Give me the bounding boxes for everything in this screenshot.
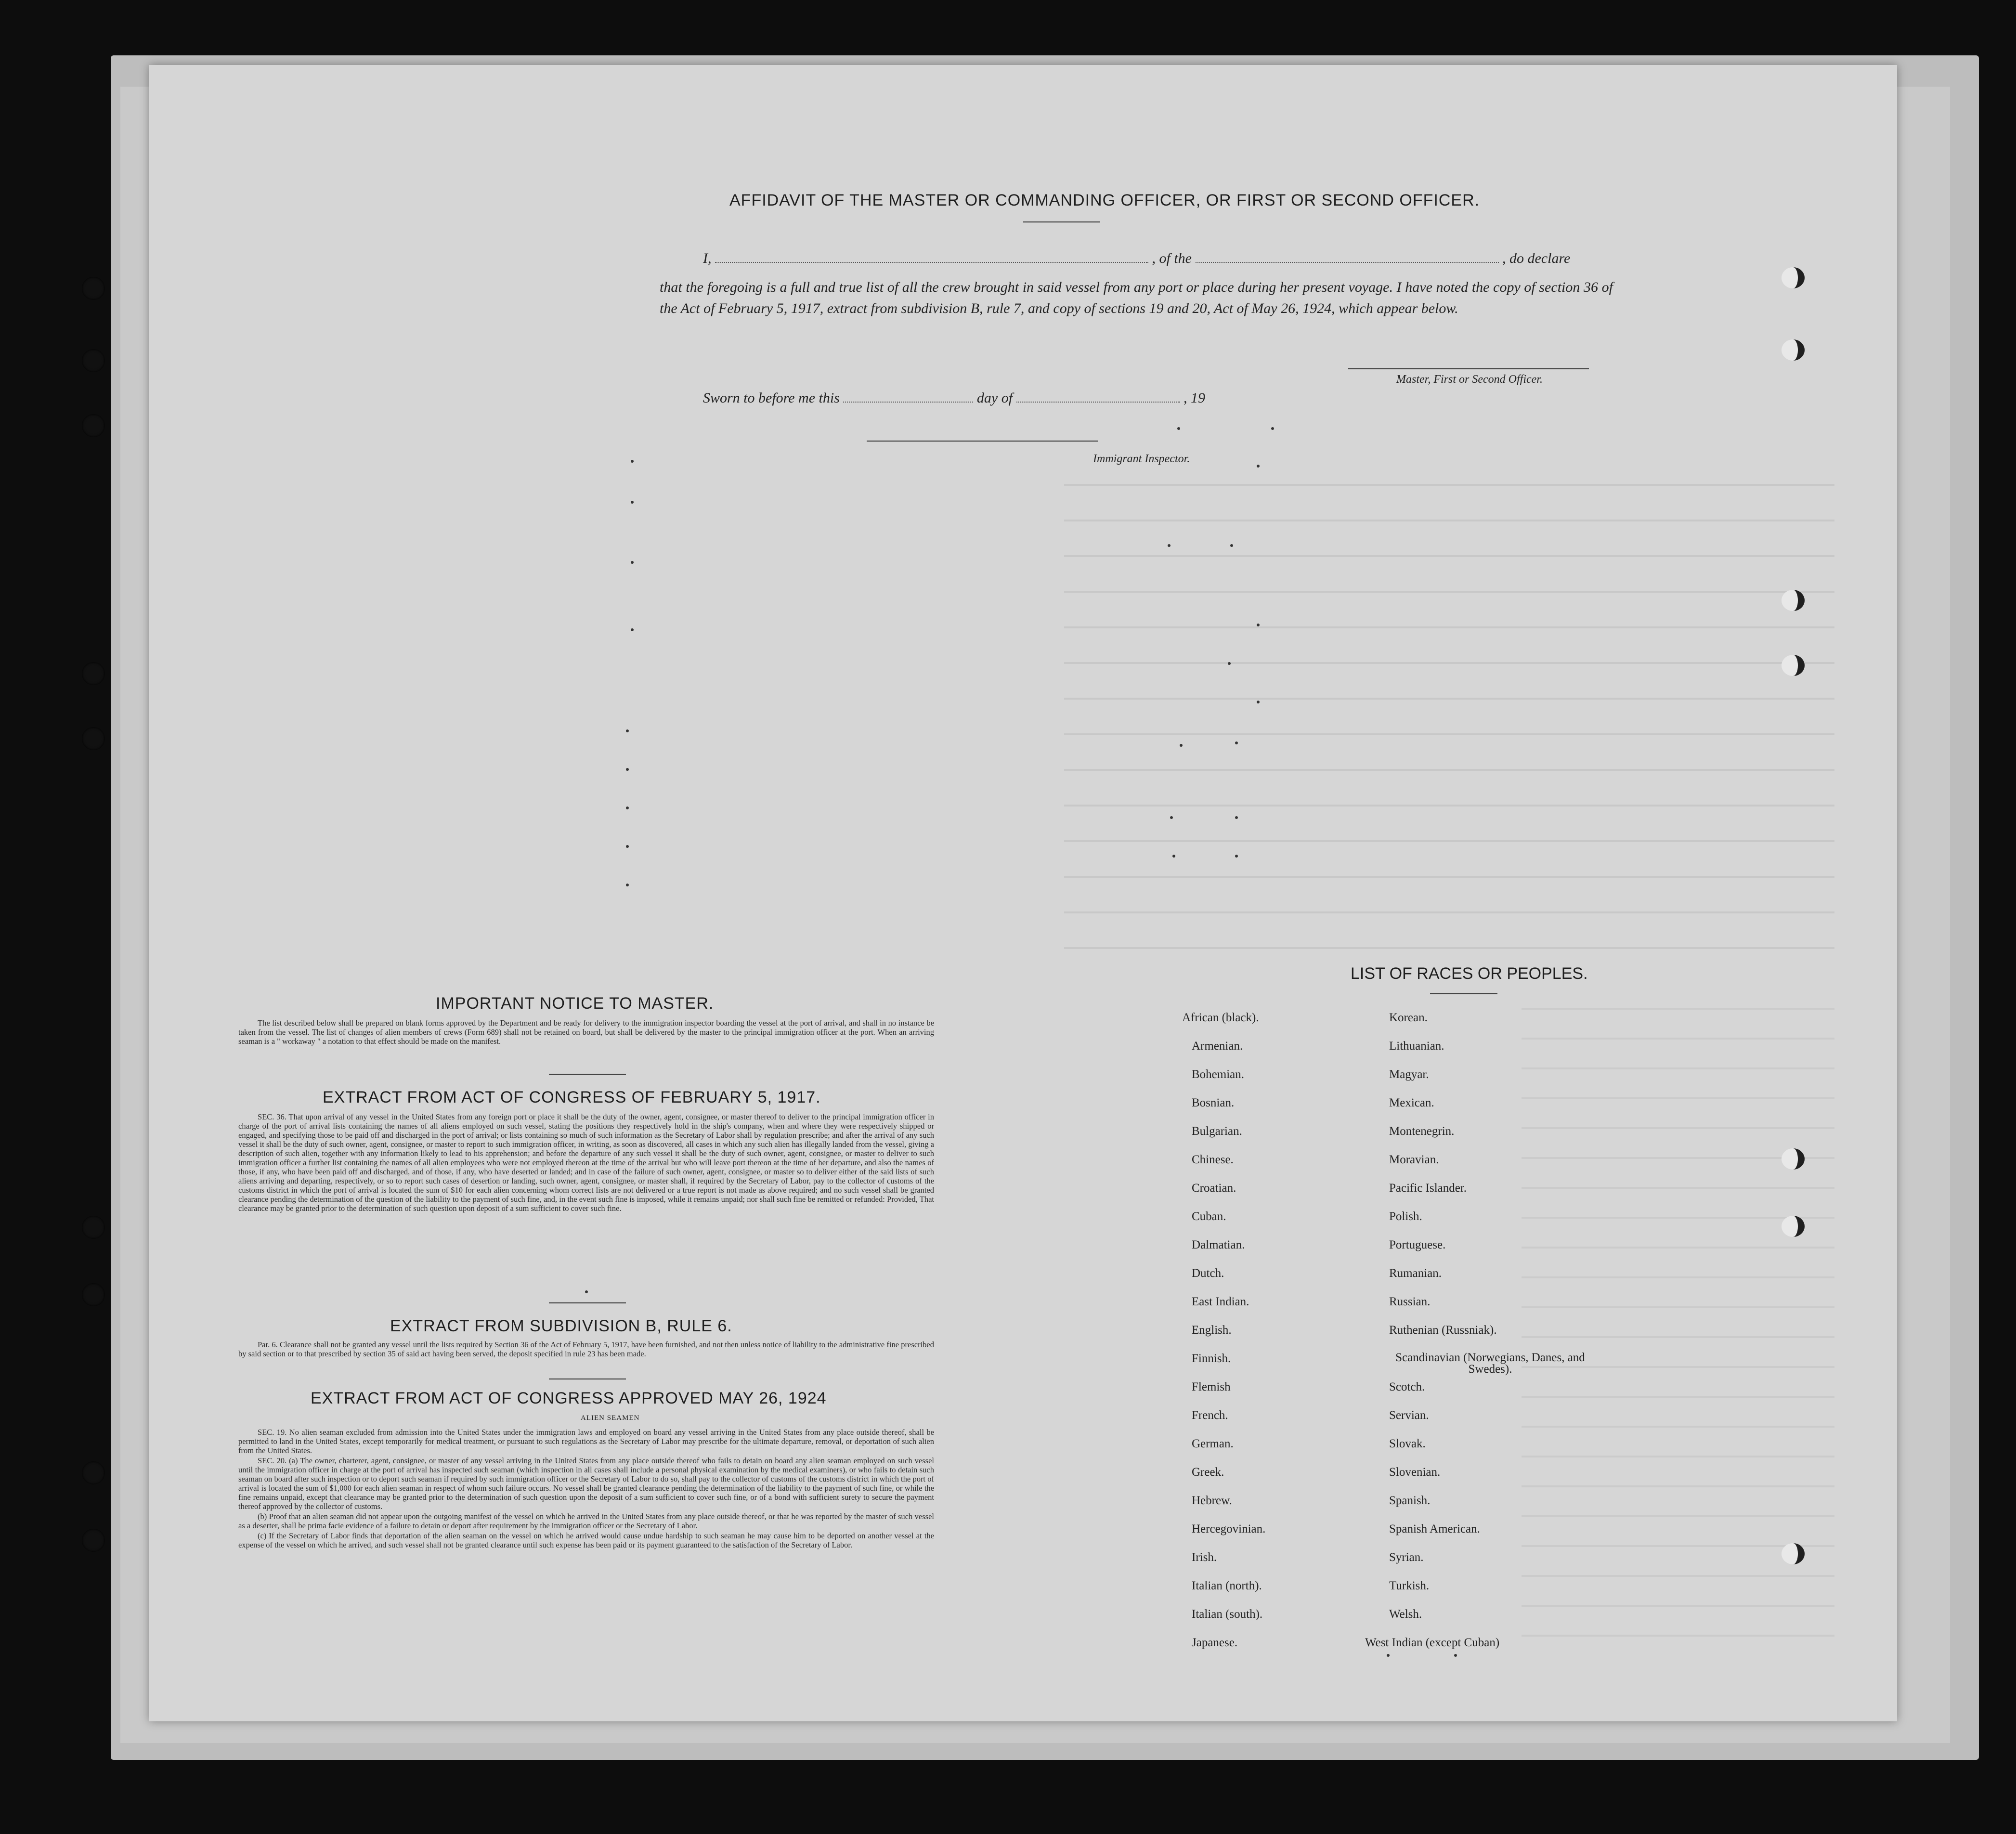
race-item: Slovak. — [1389, 1437, 1426, 1450]
notice-paragraph: The list described below shall be prepared on blank forms approved by the Department and be ready for delivery to the immigration inspector boarding the vessel at the port of arrival, and shall in no instance be taken from the vessel. The list of changes of alien members of crews (Form 689) shall not be retained on board, but shall be delivered by the master to the principal immigration officer at the port. When an arriving seaman is a " workaway " a notation to that effect should be made on the manifest. — [238, 1018, 934, 1046]
act-1924-title: EXTRACT FROM ACT OF CONGRESS APPROVED MAY 26, 1924 — [311, 1389, 827, 1407]
notice-title: IMPORTANT NOTICE TO MASTER. — [436, 994, 714, 1013]
race-item: Armenian. — [1192, 1040, 1243, 1053]
race-item: English. — [1192, 1324, 1232, 1337]
binder-hole — [1782, 655, 1805, 676]
speck — [1387, 1654, 1390, 1657]
binder-hole — [82, 662, 105, 685]
speck — [626, 729, 629, 732]
binder-hole — [1782, 339, 1805, 361]
affidavit-title: AFFIDAVIT OF THE MASTER OR COMMANDING OFFICER, OR FIRST OR SECOND OFFICER. — [729, 191, 1480, 209]
race-item: Spanish American. — [1389, 1522, 1480, 1535]
show-through-area — [1064, 450, 1834, 956]
vessel-blank — [1196, 262, 1499, 263]
speck — [1172, 855, 1175, 858]
of-the-label: , of the — [1152, 250, 1192, 266]
year-label: , 19 — [1184, 390, 1206, 406]
race-item: Pacific Islander. — [1389, 1182, 1467, 1195]
speck — [1235, 855, 1238, 858]
signature-line — [1348, 368, 1589, 369]
section-20a: SEC. 20. (a) The owner, charterer, agent, consignee, or master of any vessel arriving in the United States from any place outside thereof who fails to detain on board any alien seaman employed on such vessel until the immigration officer in charge at the port of arrival has inspected such seaman (which inspection in all cases shall include a personal physical examination by the medical examiners), or who fails to detain such seaman on board after such inspection or to deport such seaman if required by such immigration officer or the Secretary of Labor to do so, shall pay to the collector of customs of the customs district in which the port of arrival is located the sum of $1,000 for each alien seaman in respect of whom such failure occurs. No vessel shall be granted clearance pending the determination of the liability to the payment of such fine, or while the fine remains unpaid, except that clearance may be granted prior to the determination of such question upon the deposit of a sum sufficient to cover such fine, or of a bond with sufficient surety to secure the payment thereof approved by the collector of customs. — [238, 1456, 934, 1511]
rule-6-title: EXTRACT FROM SUBDIVISION B, RULE 6. — [390, 1317, 732, 1335]
race-item: East Indian. — [1192, 1295, 1249, 1308]
section-20b: (b) Proof that an alien seaman did not appear upon the outgoing manifest of the vessel on which he arrived in the United States from any place outside thereof, or that he was reported by the master of such vessel as a deserter, shall be prima facie evidence of a failure to detain or deport after requirement by the immigration officer or the Secretary of Labor. — [238, 1512, 934, 1530]
affidavit-line — [703, 250, 1570, 267]
race-item: Bulgarian. — [1192, 1125, 1242, 1138]
divider — [549, 1074, 626, 1075]
divider — [1430, 993, 1497, 994]
races-title: LIST OF RACES OR PEOPLES. — [1351, 964, 1588, 983]
speck — [1168, 544, 1171, 547]
month-blank — [1016, 402, 1180, 403]
speck — [631, 628, 634, 631]
race-item: West Indian (except Cuban) — [1365, 1636, 1500, 1649]
notice-body — [238, 1018, 934, 1047]
speck — [1235, 816, 1238, 819]
speck — [626, 806, 629, 809]
speck — [1177, 427, 1180, 430]
binder-hole — [82, 277, 105, 300]
race-item: Korean. — [1389, 1011, 1428, 1024]
race-item: Hercegovinian. — [1192, 1522, 1266, 1535]
race-item: Dalmatian. — [1192, 1238, 1245, 1251]
race-item: Rumanian. — [1389, 1267, 1442, 1280]
race-item: Italian (north). — [1192, 1579, 1262, 1592]
document-page — [149, 65, 1897, 1721]
race-item: Bosnian. — [1192, 1096, 1235, 1109]
binder-hole — [82, 1283, 105, 1306]
race-item: Greek. — [1192, 1466, 1224, 1479]
race-item: Bohemian. — [1192, 1068, 1245, 1081]
act-1917-title: EXTRACT FROM ACT OF CONGRESS OF FEBRUARY 5, 1917. — [323, 1088, 821, 1106]
race-item: German. — [1192, 1437, 1234, 1450]
race-item: Slovenian. — [1389, 1466, 1441, 1479]
binder-hole — [1782, 590, 1805, 611]
race-item: Scandinavian (Norwegians, Danes, and Swedes). — [1395, 1351, 1585, 1376]
speck — [1454, 1654, 1457, 1657]
inspector-label: Immigrant Inspector. — [1093, 453, 1190, 465]
race-item: Lithuanian. — [1389, 1040, 1444, 1053]
speck — [1257, 701, 1260, 703]
speck — [1271, 427, 1274, 430]
binder-hole — [1782, 1148, 1805, 1170]
speck — [1180, 744, 1183, 747]
race-item: Cuban. — [1192, 1210, 1226, 1223]
race-item: Scotch. — [1389, 1380, 1425, 1393]
race-item: Japanese. — [1192, 1636, 1238, 1649]
race-item: Croatian. — [1192, 1182, 1236, 1195]
act-1924-body — [238, 1428, 934, 1550]
race-item: Mexican. — [1389, 1096, 1434, 1109]
section-36: SEC. 36. That upon arrival of any vessel in the United States from any foreign port or place it shall be the duty of the owner, agent, consignee, or master thereof to deliver to the principal immigration officer in charge of the port of arrival lists containing the names of all aliens employed on such vessel, stating the positions they respectively hold in the ship's company, when and where they were respectively shipped or engaged, and specifying those to be paid off and discharged in the port of arrival; or lists containing so much of such information as the Secretary of Labor shall by regulation prescribe; and after the arrival of any such vessel it shall be the duty of such owner, agent, consignee, or master to report to such immigration officer, in writing, as soon as discovered, all cases in which any such alien has illegally landed from the vessel, giving a description of such alien, together with any information likely to lead to his apprehension; and before the departure of any such vessel it shall be the duty of such owner, agent, consignee, or master to deliver to such immigration officer a further list containing the names of all alien employees who were not employed thereon at the time of the arrival but who will leave port thereon at the time of her departure, and also the names of those, if any, who have been paid off and discharged, and of those, if any, who have deserted or landed; and in case of the failure of such owner, agent, consignee, or master so to deliver either of the said lists of such aliens arriving and departing, respectively, or so to report such cases of desertion or landing, such owner, agent, consignee, or master shall, if required by the Secretary of Labor, pay to the collector of customs of the customs district in which the port of arrival is located the sum of $10 for each alien concerning whom correct lists are not delivered or a true report is not made as above required; and no such vessel shall be granted clearance pending the determination of the question of the liability to the payment of such fine, and, in the event such fine is imposed, while it remains unpaid; nor shall such fine be remitted or refunded: Provided, That clearance may be granted prior to the determination of such question upon deposit of a sum sufficient to cover such fine. — [238, 1112, 934, 1213]
affidavit-paragraph: that the foregoing is a full and true list of all the crew brought in said vessel from any port or place during her present voyage. I have noted the copy of section 36 of the Act of February 5, 1917, extract from subdivision B, rule 7, and copy of sections 19 and 20, Act of May 26, 1924, which appear below. — [660, 279, 1613, 316]
race-item: French. — [1192, 1409, 1228, 1422]
race-item: Flemish — [1192, 1380, 1231, 1393]
section-20c: (c) If the Secretary of Labor finds that deportation of the alien seaman on the vessel on which he arrived would cause undue hardship to such seaman he may cause him to be deported on another vessel at the expense of the vessel on which he arrived, and such vessel shall not be granted clearance until such expense has been paid or its payment guaranteed to the satisfaction of the Secretary of Labor. — [238, 1531, 934, 1549]
race-item: African (black). — [1182, 1011, 1259, 1024]
affidavit-i-label: I, — [703, 250, 712, 266]
race-item: Dutch. — [1192, 1267, 1224, 1280]
race-item: Polish. — [1389, 1210, 1422, 1223]
race-item: Servian. — [1389, 1409, 1429, 1422]
act-1917-body — [238, 1112, 934, 1214]
race-item: Turkish. — [1389, 1579, 1430, 1592]
speck — [1170, 816, 1173, 819]
binder-hole — [82, 349, 105, 372]
binder-hole — [82, 1216, 105, 1239]
name-blank — [715, 262, 1148, 263]
speck — [631, 460, 634, 463]
inspector-signature-line — [867, 441, 1098, 442]
day-of-label: day of — [976, 390, 1013, 406]
speck — [1257, 465, 1260, 468]
race-item: Italian (south). — [1192, 1608, 1263, 1621]
binder-hole — [82, 1461, 105, 1484]
race-item: Finnish. — [1192, 1352, 1231, 1365]
section-19: SEC. 19. No alien seaman excluded from admission into the United States under the immigration laws and employed on board any vessel arriving in the United States from any place outside thereof, shall be permitted to land in the United States, except temporarily for medical treatment, or pursuant to such regulations as the Secretary of Labor may prescribe for the ultimate departure, removal, or deportation of such alien from the United States. — [238, 1428, 934, 1455]
do-declare-label: , do declare — [1502, 250, 1571, 266]
speck — [631, 501, 634, 504]
speck — [626, 768, 629, 771]
race-item: Russian. — [1389, 1295, 1431, 1308]
race-item: Magyar. — [1389, 1068, 1429, 1081]
binder-hole — [1782, 1543, 1805, 1564]
binder-hole — [1782, 1216, 1805, 1237]
rule-6-body — [238, 1340, 934, 1359]
speck — [626, 845, 629, 848]
speck — [1230, 544, 1233, 547]
race-item: Spanish. — [1389, 1494, 1431, 1507]
race-item: Welsh. — [1389, 1608, 1422, 1621]
divider — [1023, 221, 1100, 222]
paragraph-6: Par. 6. Clearance shall not be granted any vessel until the lists required by Section 36 of the Act of February 5, 1917, have been furnished, and not then unless notice of liability to the administrative fine prescribed by said section or to that prescribed by section 35 of said act having been served, the deposit specified in rule 23 has been made. — [238, 1340, 934, 1358]
sworn-line — [703, 390, 1205, 406]
speck — [626, 884, 629, 886]
day-blank — [843, 402, 973, 403]
race-item: Moravian. — [1389, 1153, 1439, 1166]
binder-hole — [82, 1529, 105, 1552]
master-signature-label: Master, First or Second Officer. — [1396, 373, 1543, 386]
speck — [1257, 624, 1260, 626]
race-item: Syrian. — [1389, 1551, 1424, 1564]
speck — [1228, 662, 1231, 665]
race-item: Montenegrin. — [1389, 1125, 1455, 1138]
race-item: Chinese. — [1192, 1153, 1234, 1166]
alien-seamen-subtitle: ALIEN SEAMEN — [581, 1414, 640, 1422]
race-item: Hebrew. — [1192, 1494, 1232, 1507]
speck — [1235, 741, 1238, 744]
speck — [631, 561, 634, 564]
binder-hole — [1782, 267, 1805, 288]
speck — [585, 1290, 588, 1293]
binder-hole — [82, 727, 105, 750]
binder-hole — [82, 414, 105, 437]
sworn-label: Sworn to before me this — [703, 390, 840, 406]
race-item: Ruthenian (Russniak). — [1389, 1324, 1497, 1337]
divider — [549, 1302, 626, 1303]
race-item: Irish. — [1192, 1551, 1217, 1564]
race-item: Portuguese. — [1389, 1238, 1446, 1251]
